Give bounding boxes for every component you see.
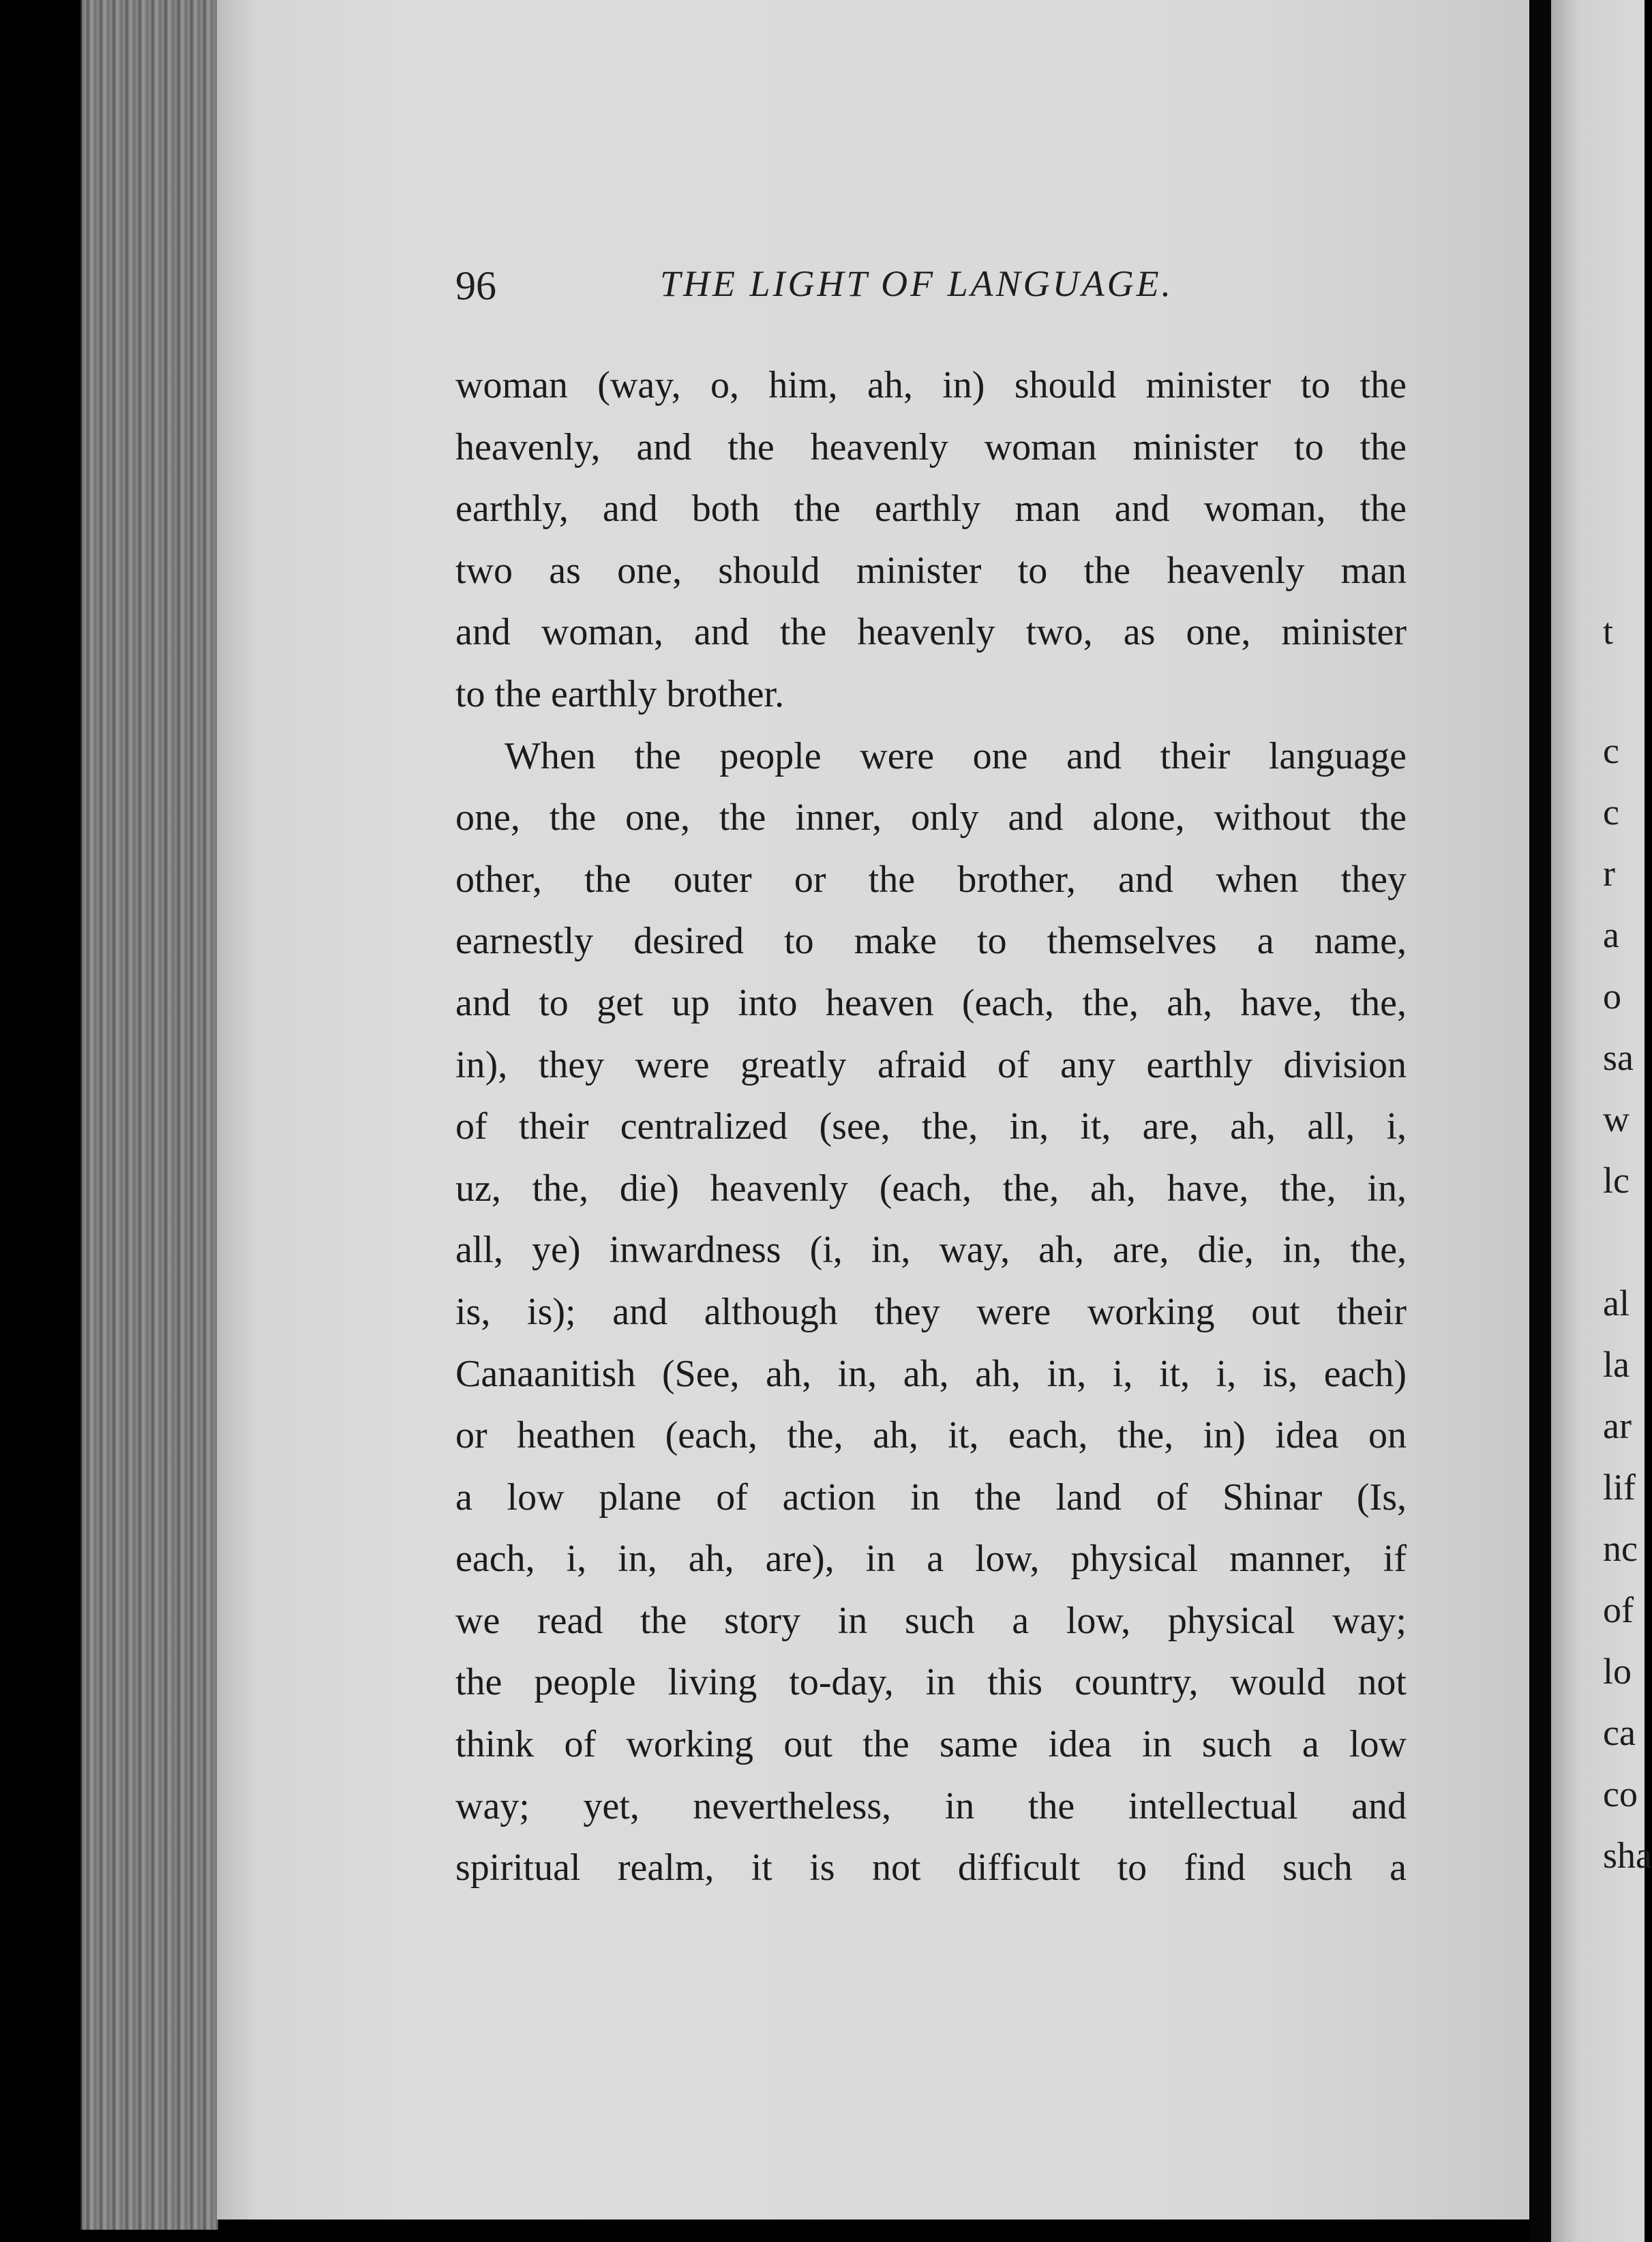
facing-text-fragment: al <box>1603 1283 1630 1324</box>
text-line: When the people were one and their language <box>505 734 1407 777</box>
page-number: 96 <box>455 263 496 308</box>
text-line: and to get up into heaven (each, the, ah, have, the, <box>455 981 1407 1024</box>
text-line: in), they were greatly afraid of any earthly division <box>455 1043 1407 1086</box>
text-line: all, ye) inwardness (i, in, way, ah, are, die, in, the, <box>455 1229 1407 1272</box>
facing-text-fragment: lc <box>1603 1160 1630 1201</box>
facing-text-fragment: nc <box>1603 1528 1638 1569</box>
facing-text-fragment: c <box>1603 730 1619 771</box>
facing-text-fragment: c <box>1603 792 1619 833</box>
text-line: one, the one, the inner, only and alone, without the <box>455 796 1407 839</box>
text-line: think of working out the same idea in such a low <box>455 1723 1407 1766</box>
stacked-page-edges <box>82 0 218 2230</box>
running-title: THE LIGHT OF LANGUAGE. <box>660 263 1174 304</box>
text-line: other, the outer or the brother, and when they <box>455 858 1407 901</box>
facing-text-fragment: lo <box>1603 1651 1632 1692</box>
text-line: way; yet, nevertheless, in the intellectual and <box>455 1784 1407 1827</box>
text-line: the people living to-day, in this country, would not <box>455 1661 1407 1704</box>
facing-text-fragment: ca <box>1603 1712 1636 1753</box>
text-line: of their centralized (see, the, in, it, are, ah, all, i, <box>455 1105 1407 1148</box>
facing-page-fragment <box>1551 0 1652 2242</box>
text-line: a low plane of action in the land of Shinar (Is, <box>455 1476 1407 1519</box>
facing-text-fragment: ar <box>1603 1405 1632 1446</box>
text-line: each, i, in, ah, are), in a low, physical manner, if <box>455 1538 1407 1581</box>
facing-text-fragment: a <box>1603 914 1619 955</box>
book-gutter <box>1529 0 1551 2242</box>
facing-text-fragment: o <box>1603 976 1621 1017</box>
text-line: we read the story in such a low, physical way; <box>455 1599 1407 1642</box>
text-line: to the earthly brother. <box>455 672 785 715</box>
facing-text-fragment: t <box>1603 611 1614 652</box>
facing-text-fragment: sa <box>1603 1037 1634 1078</box>
text-line: Canaanitish (See, ah, in, ah, ah, in, i, it, i, is, each) <box>455 1352 1407 1395</box>
facing-text-fragment: lif <box>1603 1467 1636 1508</box>
facing-text-fragment: r <box>1603 853 1615 894</box>
facing-text-fragment: co <box>1603 1774 1638 1814</box>
text-line: two as one, should minister to the heavenly man <box>455 549 1407 592</box>
running-head <box>455 263 1212 310</box>
facing-text-fragment: w <box>1603 1098 1630 1139</box>
text-line: and woman, and the heavenly two, as one, minister <box>455 611 1407 654</box>
body-text <box>455 355 1407 1899</box>
facing-text-fragment: la <box>1603 1344 1630 1385</box>
paragraph <box>455 355 1407 726</box>
text-line: spiritual realm, it is not difficult to find such a <box>455 1847 1407 1889</box>
text-line: earnestly desired to make to themselves a name, <box>455 920 1407 963</box>
text-line: earthly, and both the earthly man and woman, the <box>455 488 1407 530</box>
text-line: or heathen (each, the, ah, it, each, the, in) idea on <box>455 1414 1407 1457</box>
text-line: uz, the, die) heavenly (each, the, ah, have, the, in, <box>455 1167 1407 1210</box>
paragraph <box>455 726 1407 1899</box>
text-line: heavenly, and the heavenly woman minister to the <box>455 425 1407 468</box>
facing-text-fragment: sha <box>1603 1835 1652 1876</box>
text-line: woman (way, o, him, ah, in) should minister to the <box>455 364 1407 406</box>
text-line: is, is); and although they were working out their <box>455 1290 1407 1333</box>
facing-text-fragment: of <box>1603 1589 1634 1630</box>
